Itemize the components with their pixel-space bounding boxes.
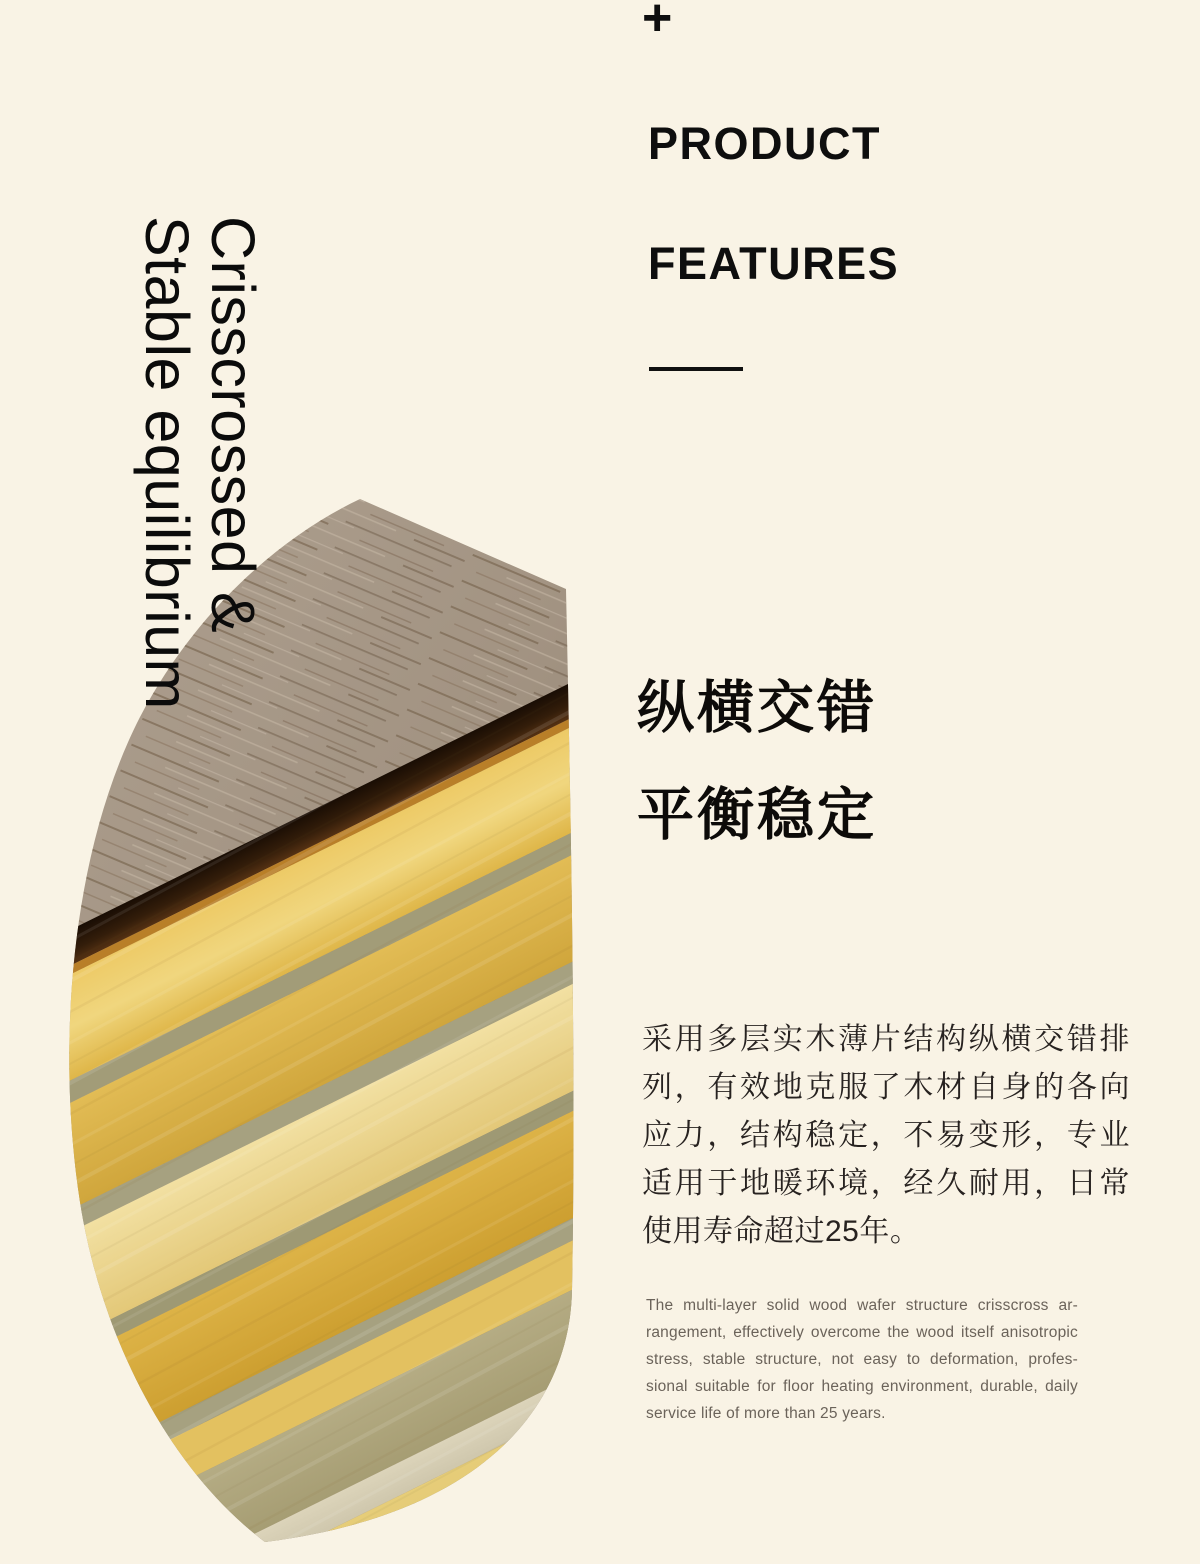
description-zh [642,1016,1130,1256]
description-en-line: The multi-layer solid wood wafer structure crisscross ar- [646,1297,1078,1314]
description-en-line: rangement, effectively overcome the wood itself anisotropic [646,1324,1078,1341]
side-caption-line1: Crisscrossed & [199,216,267,634]
section-title-line2: FEATURES [648,238,900,289]
description-zh-line: 采用多层实木薄片结构纵横交错排 [642,1023,1130,1056]
headline-zh-line1: 纵横交错 [637,676,877,740]
description-en-line: sional suitable for floor heating environment, durable, daily [646,1378,1078,1395]
description-zh-line: 使用寿命超过25年。 [642,1215,921,1248]
description-zh-line: 适用于地暖环境，经久耐用，日常 [642,1167,1130,1200]
section-title-line1: PRODUCT [648,118,881,169]
headline-zh-line2: 平衡稳定 [637,783,877,847]
side-caption [134,216,266,710]
description-zh-line: 列，有效地克服了木材自身的各向 [642,1071,1130,1104]
description-en [646,1292,1078,1427]
description-zh-line: 应力，结构稳定，不易变形，专业 [642,1119,1130,1152]
side-caption-line2: Stable equilibrium [133,216,201,710]
wood-cross-section-image [0,440,620,1564]
headline-zh [637,655,877,869]
description-en-line: service life of more than 25 years. [646,1405,886,1422]
description-en-line: stress, stable structure, not easy to deformation, profes- [646,1351,1078,1368]
divider-line [649,367,743,371]
plus-icon: + [642,0,673,47]
